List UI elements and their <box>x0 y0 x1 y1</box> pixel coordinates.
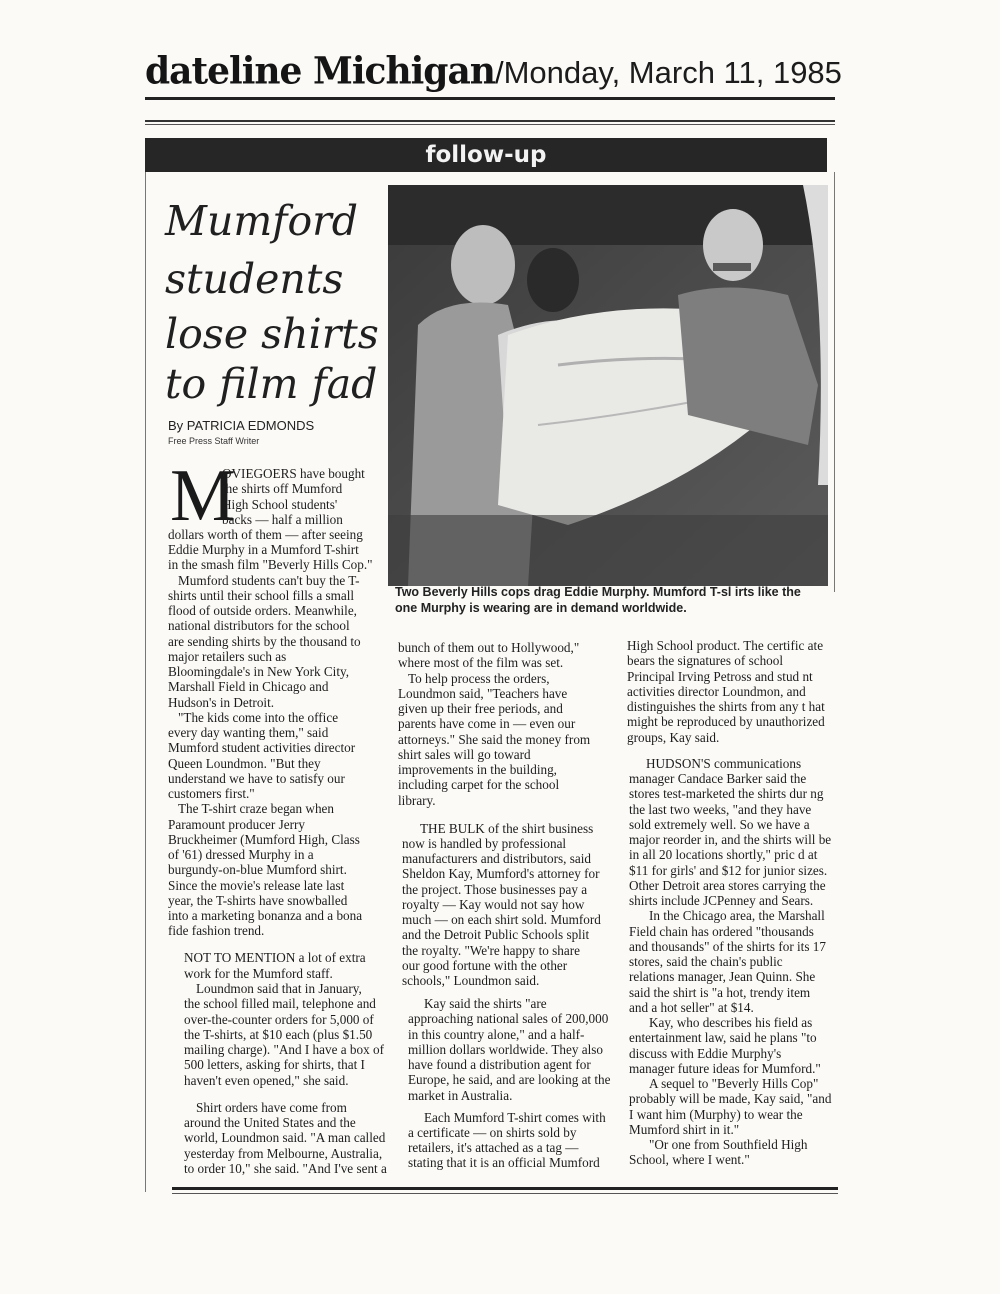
article-line: activities director Loundmon, and <box>627 684 806 699</box>
article-line: and thousands" of the shirts for its 17 <box>629 939 826 954</box>
article-line: of '61) dressed Murphy in a <box>168 847 314 862</box>
article-line: Bloomingdale's in New York City, <box>168 664 350 679</box>
section-rule-thin <box>145 124 835 125</box>
article-line: bunch of them out to Hollywood," <box>398 640 580 655</box>
article-line: To help process the orders, <box>408 671 550 686</box>
article-line: manager future ideas for Mumford." <box>629 1061 821 1076</box>
article-line: I want him (Murphy) to wear the <box>629 1107 803 1122</box>
article-line: around the United States and the <box>184 1115 356 1130</box>
article-line: Loundmon said that in January, <box>196 981 362 996</box>
article-line: where most of the film was set. <box>398 655 564 670</box>
photo-caption: Two Beverly Hills cops drag Eddie Murphy. Mumford T-sl irts like the <box>395 585 801 599</box>
article-line: over-the-counter orders for 5,000 of <box>184 1012 374 1027</box>
article-line: Hudson's in Detroit. <box>168 695 275 710</box>
article-line: "Or one from Southfield High <box>649 1137 808 1152</box>
article-line: School, where I went." <box>629 1152 750 1167</box>
article-line: to order 10," she said. "And I've sent a <box>184 1161 387 1176</box>
article-line: the last two weeks, "and they have <box>629 802 812 817</box>
article-line: mailing charge). "And I have a box of <box>184 1042 384 1057</box>
headline-line: lose shirts <box>165 310 379 358</box>
article-line: Bruckheimer (Mumford High, Class <box>168 832 360 847</box>
photo-caption: one Murphy is wearing are in demand worldwide. <box>395 601 687 615</box>
article-line: in the smash film "Beverly Hills Cop." <box>168 557 373 572</box>
article-line: much — on each shirt sold. Mumford <box>402 912 601 927</box>
article-line: Each Mumford T-shirt comes with <box>424 1110 606 1125</box>
article-line: Other Detroit area stores carrying the <box>629 878 826 893</box>
article-line: stores, said the chain's public <box>629 954 783 969</box>
article-line: manager Candace Barker said the <box>629 771 807 786</box>
article-line: stating that it is an official Mumford <box>408 1155 600 1170</box>
article-line: bears the signatures of school <box>627 653 784 668</box>
article-line: in this country alone," and a half- <box>408 1027 585 1042</box>
article-line: year, the T-shirts have snowballed <box>168 893 348 908</box>
masthead-rule <box>145 97 835 100</box>
article-line: Shirt orders have come from <box>196 1100 347 1115</box>
article-line: schools," Loundmon said. <box>402 973 540 988</box>
article-line: Kay, who describes his field as <box>649 1015 813 1030</box>
article-line: given up their free periods, and <box>398 701 563 716</box>
headline-line: students <box>165 255 344 303</box>
article-line: OVIEGOERS have bought <box>222 466 365 481</box>
article-line: national distributors for the school <box>168 618 350 633</box>
article-line: including carpet for the school <box>398 777 560 792</box>
article-line: "The kids come into the office <box>178 710 339 725</box>
article-line: 500 letters, asking for shirts, that I <box>184 1057 365 1072</box>
article-border-left <box>145 172 146 1192</box>
article-line: sold extremely well. So we have a <box>629 817 810 832</box>
article-line: discuss with Eddie Murphy's <box>629 1046 782 1061</box>
article-line: flood of outside orders. Meanwhile, <box>168 603 357 618</box>
article-line: are sending shirts by the thousand to <box>168 634 361 649</box>
article-line: Sheldon Kay, Mumford's attorney for <box>402 866 600 881</box>
article-line: backs — half a million <box>222 512 343 527</box>
article-line: improvements in the building, <box>398 762 557 777</box>
article-line: Eddie Murphy in a Mumford T-shirt <box>168 542 359 557</box>
article-line: In the Chicago area, the Marshall <box>649 908 825 923</box>
article-line: said the shirt is "a hot, trendy item <box>629 985 811 1000</box>
article-line: attorneys." She said the money from <box>398 732 591 747</box>
article-line: might be reproduced by unauthorized <box>627 714 825 729</box>
article-line: a certificate — on shirts sold by <box>408 1125 577 1140</box>
article-border-right <box>834 172 835 592</box>
article-line: probably will be made, Kay said, "and <box>629 1091 832 1106</box>
drop-cap: M <box>170 455 236 537</box>
byline: By PATRICIA EDMONDS <box>168 418 315 433</box>
article-line: relations manager, Jean Quinn. She <box>629 969 816 984</box>
article-line: every day wanting them," said <box>168 725 329 740</box>
article-line: work for the Mumford staff. <box>184 966 333 981</box>
bottom-rule-thin <box>172 1193 838 1194</box>
article-line: shirts until their school fills a small <box>168 588 355 603</box>
article-line: retailers, it's attached as a tag — <box>408 1140 579 1155</box>
article-line: Mumford shirt in it." <box>629 1122 740 1137</box>
article-line: distinguishes the shirts from any t hat <box>627 699 825 714</box>
article-line: the shirts off Mumford <box>222 481 343 496</box>
article-line: world, Loundmon said. "A man called <box>184 1130 386 1145</box>
article-line: Mumford student activities director <box>168 740 356 755</box>
article-line: customers first." <box>168 786 255 801</box>
article-line: Queen Loundmon. "But they <box>168 756 321 771</box>
article-line: dollars worth of them — after seeing <box>168 527 363 542</box>
article-line: The T-shirt craze began when <box>178 801 334 816</box>
article-line: fide fashion trend. <box>168 923 265 938</box>
article-line: Since the movie's release late last <box>168 878 345 893</box>
article-line: High School product. The certific ate <box>627 638 824 653</box>
article-line: major reorder in, and the shirts will be <box>629 832 832 847</box>
masthead-separator: / <box>494 55 504 90</box>
article-line: NOT TO MENTION a lot of extra <box>184 950 366 965</box>
section-label: follow-up <box>425 142 547 168</box>
article-line: HUDSON'S communications <box>646 756 802 771</box>
article-line: Principal Irving Petross and stud nt <box>627 669 813 684</box>
article-line: Mumford students can't buy the T- <box>178 573 360 588</box>
article-line: approaching national sales of 200,000 <box>408 1011 609 1026</box>
article-line: manufacturers and distributors, said <box>402 851 591 866</box>
headline-line: Mumford <box>165 197 358 245</box>
byline-role: Free Press Staff Writer <box>168 436 260 446</box>
article-line: Paramount producer Jerry <box>168 817 305 832</box>
masthead-date: Monday, March 11, 1985 <box>503 55 842 90</box>
article-line: Field chain has ordered "thousands <box>629 924 814 939</box>
article-line: parents have come in — even our <box>398 716 576 731</box>
article-line: High School students' <box>222 497 338 512</box>
article-line: Europe, he said, and are looking at the <box>408 1072 611 1087</box>
article-line: library. <box>398 793 436 808</box>
article-line: Marshall Field in Chicago and <box>168 679 329 694</box>
article-line: groups, Kay said. <box>627 730 720 745</box>
article-line: yesterday from Melbourne, Australia, <box>184 1146 383 1161</box>
article-line: shirt sales will go toward <box>398 747 531 762</box>
article-line: Loundmon said, "Teachers have <box>398 686 568 701</box>
article-line: have found a distribution agent for <box>408 1057 591 1072</box>
article-line: major retailers such as <box>168 649 287 664</box>
article-line: and the Detroit Public Schools split <box>402 927 590 942</box>
news-photo <box>388 185 828 586</box>
article-line: burgundy-on-blue Mumford shirt. <box>168 862 347 877</box>
article-line: THE BULK of the shirt business <box>420 821 594 836</box>
article-line: $11 for girls' and $12 for junior sizes. <box>629 863 828 878</box>
article-line: A sequel to "Beverly Hills Cop" <box>649 1076 819 1091</box>
article-line: haven't even opened," she said. <box>184 1073 349 1088</box>
masthead <box>145 50 845 102</box>
article-line: understand we have to satisfy our <box>168 771 345 786</box>
article-line: in all 20 locations shortly," pric d at <box>629 847 818 862</box>
article-line: Kay said the shirts "are <box>424 996 547 1011</box>
article-line: the royalty. "We're happy to share <box>402 943 580 958</box>
article-line: into a marketing bonanza and a bona <box>168 908 363 923</box>
article-line: the school filled mail, telephone and <box>184 996 376 1011</box>
article-line: stores test-marketed the shirts dur ng <box>629 786 824 801</box>
article-line: royalty — Kay would not say how <box>402 897 585 912</box>
photo-illustration <box>388 185 828 586</box>
article-line: entertainment law, said he plans "to <box>629 1030 817 1045</box>
headline-line: to film fad <box>165 360 378 408</box>
section-rule-top <box>145 120 835 122</box>
article-line: the project. Those businesses pay a <box>402 882 588 897</box>
masthead-name: dateline Michigan <box>145 48 495 94</box>
article-line: and a hot seller" at $14. <box>629 1000 754 1015</box>
article-line: now is handled by professional <box>402 836 567 851</box>
article-line: the T-shirts, at $10 each (plus $1.50 <box>184 1027 373 1042</box>
bottom-rule <box>172 1187 838 1190</box>
article-line: market in Australia. <box>408 1088 513 1103</box>
article-line: our good fortune with the other <box>402 958 568 973</box>
article-line: shirts include JCPenney and Sears. <box>629 893 814 908</box>
article-line: million dollars worldwide. They also <box>408 1042 603 1057</box>
